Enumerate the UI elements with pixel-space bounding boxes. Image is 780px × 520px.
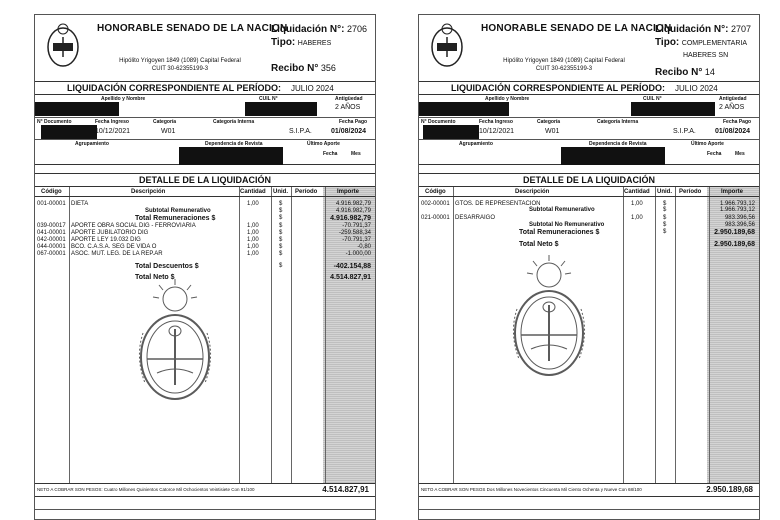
item-description: Total Descuentos $ bbox=[135, 263, 199, 270]
item-amount: 4.916.982,79 bbox=[335, 201, 371, 207]
fecha-pago-value: 01/08/2024 bbox=[715, 128, 751, 135]
col-importe: Importe bbox=[337, 189, 360, 195]
caja-value: S.I.P.A. bbox=[673, 128, 696, 135]
item-code: 039-00017 bbox=[37, 223, 66, 229]
address-line: Hipólito Yrigoyen 1849 (1089) Capital Federal bbox=[503, 58, 625, 64]
organization-name: HONORABLE SENADO DE LA NACION bbox=[97, 23, 288, 34]
antiguedad-value: 2 AÑOS bbox=[335, 104, 361, 111]
item-amount: 983.396,56 bbox=[724, 215, 755, 221]
antiguedad-value: 2 AÑOS bbox=[719, 104, 745, 111]
item-amount: -402.154,88 bbox=[333, 263, 371, 270]
item-currency: $ bbox=[279, 215, 283, 221]
item-currency: $ bbox=[279, 201, 283, 207]
payslip-liquidacion-2706 bbox=[34, 14, 376, 520]
dependencia-label: Dependencia de Revista bbox=[205, 141, 263, 147]
coat-of-arms-watermark-icon bbox=[127, 277, 223, 407]
item-currency: $ bbox=[279, 263, 283, 269]
item-currency: $ bbox=[279, 230, 283, 236]
item-code: 044-00001 bbox=[37, 244, 66, 250]
item-currency: $ bbox=[279, 237, 283, 243]
subtotal-row bbox=[419, 207, 759, 215]
item-code: 041-00001 bbox=[37, 230, 66, 236]
item-currency: $ bbox=[279, 251, 283, 257]
item-description: Total Remuneraciones $ bbox=[135, 215, 216, 222]
payslip-liquidacion-2707 bbox=[418, 14, 760, 520]
total-row bbox=[35, 263, 375, 271]
item-currency: $ bbox=[279, 223, 283, 229]
categoria-interna-label: Categoría Interna bbox=[597, 119, 639, 125]
mes-label: Mes bbox=[735, 151, 745, 157]
redacted-dependencia bbox=[179, 147, 283, 165]
item-description: BCO. C.A.S.A. SEG DE VIDA O bbox=[71, 244, 157, 250]
fecha-ingreso-value: 10/12/2021 bbox=[95, 128, 131, 135]
period-value: JULIO 2024 bbox=[675, 84, 718, 93]
item-currency: $ bbox=[279, 244, 283, 250]
item-description: Total Remuneraciones $ bbox=[519, 229, 600, 236]
liquidacion-number: 2707 bbox=[730, 24, 751, 34]
total-row bbox=[419, 229, 759, 237]
ultimo-aporte-label: Último Aporte bbox=[307, 141, 340, 147]
neto-a-cobrar bbox=[419, 483, 759, 497]
fecha-label: Fecha bbox=[323, 151, 338, 157]
redacted-name bbox=[419, 102, 509, 116]
recibo-number: 14 bbox=[704, 67, 715, 77]
neto-amount: 2.950.189,68 bbox=[706, 485, 753, 494]
col-periodo: Período bbox=[295, 189, 318, 195]
apellido-label: Apellido y Nombre bbox=[485, 96, 530, 102]
employee-header-table bbox=[419, 95, 759, 165]
categoria-label: Categoría bbox=[537, 119, 561, 125]
item-description: Total Neto $ bbox=[135, 274, 175, 281]
ultimo-aporte-label: Último Aporte bbox=[691, 141, 724, 147]
redacted-dependencia bbox=[561, 147, 665, 165]
tipo-value-line2: HABERES SN bbox=[683, 52, 729, 59]
detail-title: DETALLE DE LA LIQUIDACIÓN bbox=[35, 173, 375, 187]
fecha-label: Fecha bbox=[707, 151, 722, 157]
item-amount: 983.396,56 bbox=[724, 222, 755, 228]
item-description: ASOC. MUT. LEG. DE LA REP.AR bbox=[71, 251, 163, 257]
antiguedad-label: Antigüedad bbox=[335, 96, 363, 102]
agrupamiento-label: Agrupamiento bbox=[75, 141, 109, 147]
organization-name: HONORABLE SENADO DE LA NACION bbox=[481, 23, 672, 34]
detail-column-headers bbox=[35, 187, 375, 197]
item-quantity: 1,00 bbox=[631, 215, 643, 221]
item-amount: -70.791,37 bbox=[342, 223, 371, 229]
categoria-label: Categoría bbox=[153, 119, 177, 125]
tipo-label: Tipo: bbox=[271, 37, 296, 48]
organization-address bbox=[489, 57, 639, 73]
item-description: APORTE LEY 19.032 DIG bbox=[71, 237, 141, 243]
liquidacion-number: 2706 bbox=[346, 24, 367, 34]
item-amount: 4.514.827,91 bbox=[330, 274, 371, 281]
caja-value: S.I.P.A. bbox=[289, 128, 312, 135]
categoria-value: W01 bbox=[545, 128, 560, 135]
period-bar bbox=[35, 81, 375, 95]
fecha-pago-label: Fecha Pago bbox=[339, 119, 368, 125]
fecha-ingreso-value: 10/12/2021 bbox=[479, 128, 515, 135]
period-label: LIQUIDACIÓN CORRESPONDIENTE AL PERÍODO: bbox=[451, 83, 666, 93]
cuil-label: CUIL N° bbox=[643, 96, 662, 102]
liquidacion-label: Liquidación N°: bbox=[271, 24, 345, 35]
item-code: 067-00001 bbox=[37, 251, 66, 257]
item-quantity: 1,00 bbox=[247, 244, 259, 250]
detail-title: DETALLE DE LA LIQUIDACIÓN bbox=[419, 173, 759, 187]
item-currency: $ bbox=[663, 215, 667, 221]
item-amount: 1.966.793,12 bbox=[719, 207, 755, 213]
mes-label: Mes bbox=[351, 151, 361, 157]
col-codigo: Código bbox=[425, 189, 446, 195]
fecha-pago-label: Fecha Pago bbox=[723, 119, 752, 125]
item-description: GTOS. DE REPRESENTACION bbox=[455, 201, 541, 207]
documento-label: N° Documento bbox=[421, 119, 456, 125]
item-quantity: 1,00 bbox=[247, 251, 259, 257]
neto-text: NETO A COBRAR SON PESOS: Cuatro Millones Quinientos Catorce Mil Ochocientos Veintisiete Con 91/100 bbox=[37, 487, 255, 492]
tipo-value: COMPLEMENTARIA bbox=[681, 40, 747, 47]
liquidation-meta bbox=[271, 23, 367, 75]
line-item bbox=[35, 251, 375, 259]
national-seal-icon bbox=[45, 21, 81, 69]
total-row bbox=[419, 241, 759, 249]
item-description: Subtotal Remunerativo bbox=[529, 207, 595, 213]
item-description: Total Neto $ bbox=[519, 241, 559, 248]
period-bar bbox=[419, 81, 759, 95]
item-amount: -259.588,34 bbox=[338, 230, 371, 236]
item-code: 001-00001 bbox=[37, 201, 66, 207]
organization-address bbox=[105, 57, 255, 73]
employee-header-table bbox=[35, 95, 375, 165]
antiguedad-label: Antigüedad bbox=[719, 96, 747, 102]
cuit-line: CUIT 30-62355199-3 bbox=[535, 66, 593, 72]
item-code: 021-00001 bbox=[421, 215, 450, 221]
item-currency: $ bbox=[663, 201, 667, 207]
item-currency: $ bbox=[663, 222, 667, 228]
item-amount: -70.791,37 bbox=[342, 237, 371, 243]
recibo-number: 356 bbox=[320, 63, 336, 73]
redacted-name bbox=[35, 102, 119, 116]
item-quantity: 1,00 bbox=[247, 223, 259, 229]
fecha-pago-value: 01/08/2024 bbox=[331, 128, 367, 135]
col-unid: Unid. bbox=[273, 189, 288, 195]
redacted-cuil bbox=[631, 102, 715, 116]
item-currency: $ bbox=[663, 229, 667, 235]
item-amount: 4.916.982,79 bbox=[330, 215, 371, 222]
item-description: Subtotal Remunerativo bbox=[145, 208, 211, 214]
col-unid: Unid. bbox=[657, 189, 672, 195]
liquidacion-label: Liquidación N°: bbox=[655, 24, 729, 35]
col-descripcion: Descripción bbox=[515, 189, 550, 195]
col-codigo: Código bbox=[41, 189, 62, 195]
col-importe: Importe bbox=[721, 189, 744, 195]
detail-column-headers bbox=[419, 187, 759, 197]
item-code: 002-00001 bbox=[421, 201, 450, 207]
item-quantity: 1,00 bbox=[247, 230, 259, 236]
coat-of-arms-watermark-icon bbox=[501, 253, 597, 383]
recibo-label: Recibo N° bbox=[655, 67, 703, 78]
item-quantity: 1,00 bbox=[247, 237, 259, 243]
item-amount: -0,80 bbox=[357, 244, 371, 250]
categoria-value: W01 bbox=[161, 128, 176, 135]
item-currency: $ bbox=[279, 208, 283, 214]
col-periodo: Período bbox=[679, 189, 702, 195]
item-amount: -1.000,00 bbox=[345, 251, 371, 257]
cuil-label: CUIL N° bbox=[259, 96, 278, 102]
item-description: APORTE OBRA SOCIAL DIG - FERROVIARIA bbox=[71, 223, 196, 229]
documento-label: N° Documento bbox=[37, 119, 72, 125]
col-cantidad: Cantidad bbox=[240, 189, 266, 195]
agrupamiento-label: Agrupamiento bbox=[459, 141, 493, 147]
col-descripcion: Descripción bbox=[131, 189, 166, 195]
item-description: DESARRAIGO bbox=[455, 215, 496, 221]
item-amount: 2.950.189,68 bbox=[714, 241, 755, 248]
neto-text: NETO A COBRAR SON PESOS Dos Millones Novecientos Cincuenta Mil Ciento Ochenta y Nueve Con 68/100 bbox=[421, 487, 642, 492]
redacted-document bbox=[423, 125, 479, 139]
item-amount: 2.950.189,68 bbox=[714, 229, 755, 236]
neto-amount: 4.514.827,91 bbox=[322, 485, 369, 494]
redacted-cuil bbox=[245, 102, 317, 116]
categoria-interna-label: Categoría Interna bbox=[213, 119, 255, 125]
address-line: Hipólito Yrigoyen 1849 (1089) Capital Federal bbox=[119, 58, 241, 64]
item-description: DIETA bbox=[71, 201, 89, 207]
period-value: JULIO 2024 bbox=[291, 84, 334, 93]
item-currency: $ bbox=[663, 207, 667, 213]
fecha-ingreso-label: Fecha Ingreso bbox=[479, 119, 513, 125]
apellido-label: Apellido y Nombre bbox=[101, 96, 146, 102]
total-row bbox=[35, 215, 375, 223]
liquidation-meta bbox=[655, 23, 751, 79]
item-code: 042-00001 bbox=[37, 237, 66, 243]
tipo-label: Tipo: bbox=[655, 37, 680, 48]
cuit-line: CUIT 30-62355199-3 bbox=[151, 66, 209, 72]
redacted-document bbox=[41, 125, 97, 139]
item-amount: 4.916.982,79 bbox=[335, 208, 371, 214]
neto-a-cobrar bbox=[35, 483, 375, 497]
period-label: LIQUIDACIÓN CORRESPONDIENTE AL PERÍODO: bbox=[67, 83, 282, 93]
tipo-value: HABERES bbox=[297, 40, 332, 47]
item-description: APORTE JUBILATORIO DIG bbox=[71, 230, 149, 236]
dependencia-label: Dependencia de Revista bbox=[589, 141, 647, 147]
recibo-label: Recibo N° bbox=[271, 63, 319, 74]
national-seal-icon bbox=[429, 21, 465, 69]
item-description: Subtotal No Remunerativo bbox=[529, 222, 605, 228]
item-quantity: 1,00 bbox=[631, 201, 643, 207]
fecha-ingreso-label: Fecha Ingreso bbox=[95, 119, 129, 125]
item-quantity: 1,00 bbox=[247, 201, 259, 207]
item-amount: 1.966.793,12 bbox=[719, 201, 755, 207]
col-cantidad: Cantidad bbox=[624, 189, 650, 195]
